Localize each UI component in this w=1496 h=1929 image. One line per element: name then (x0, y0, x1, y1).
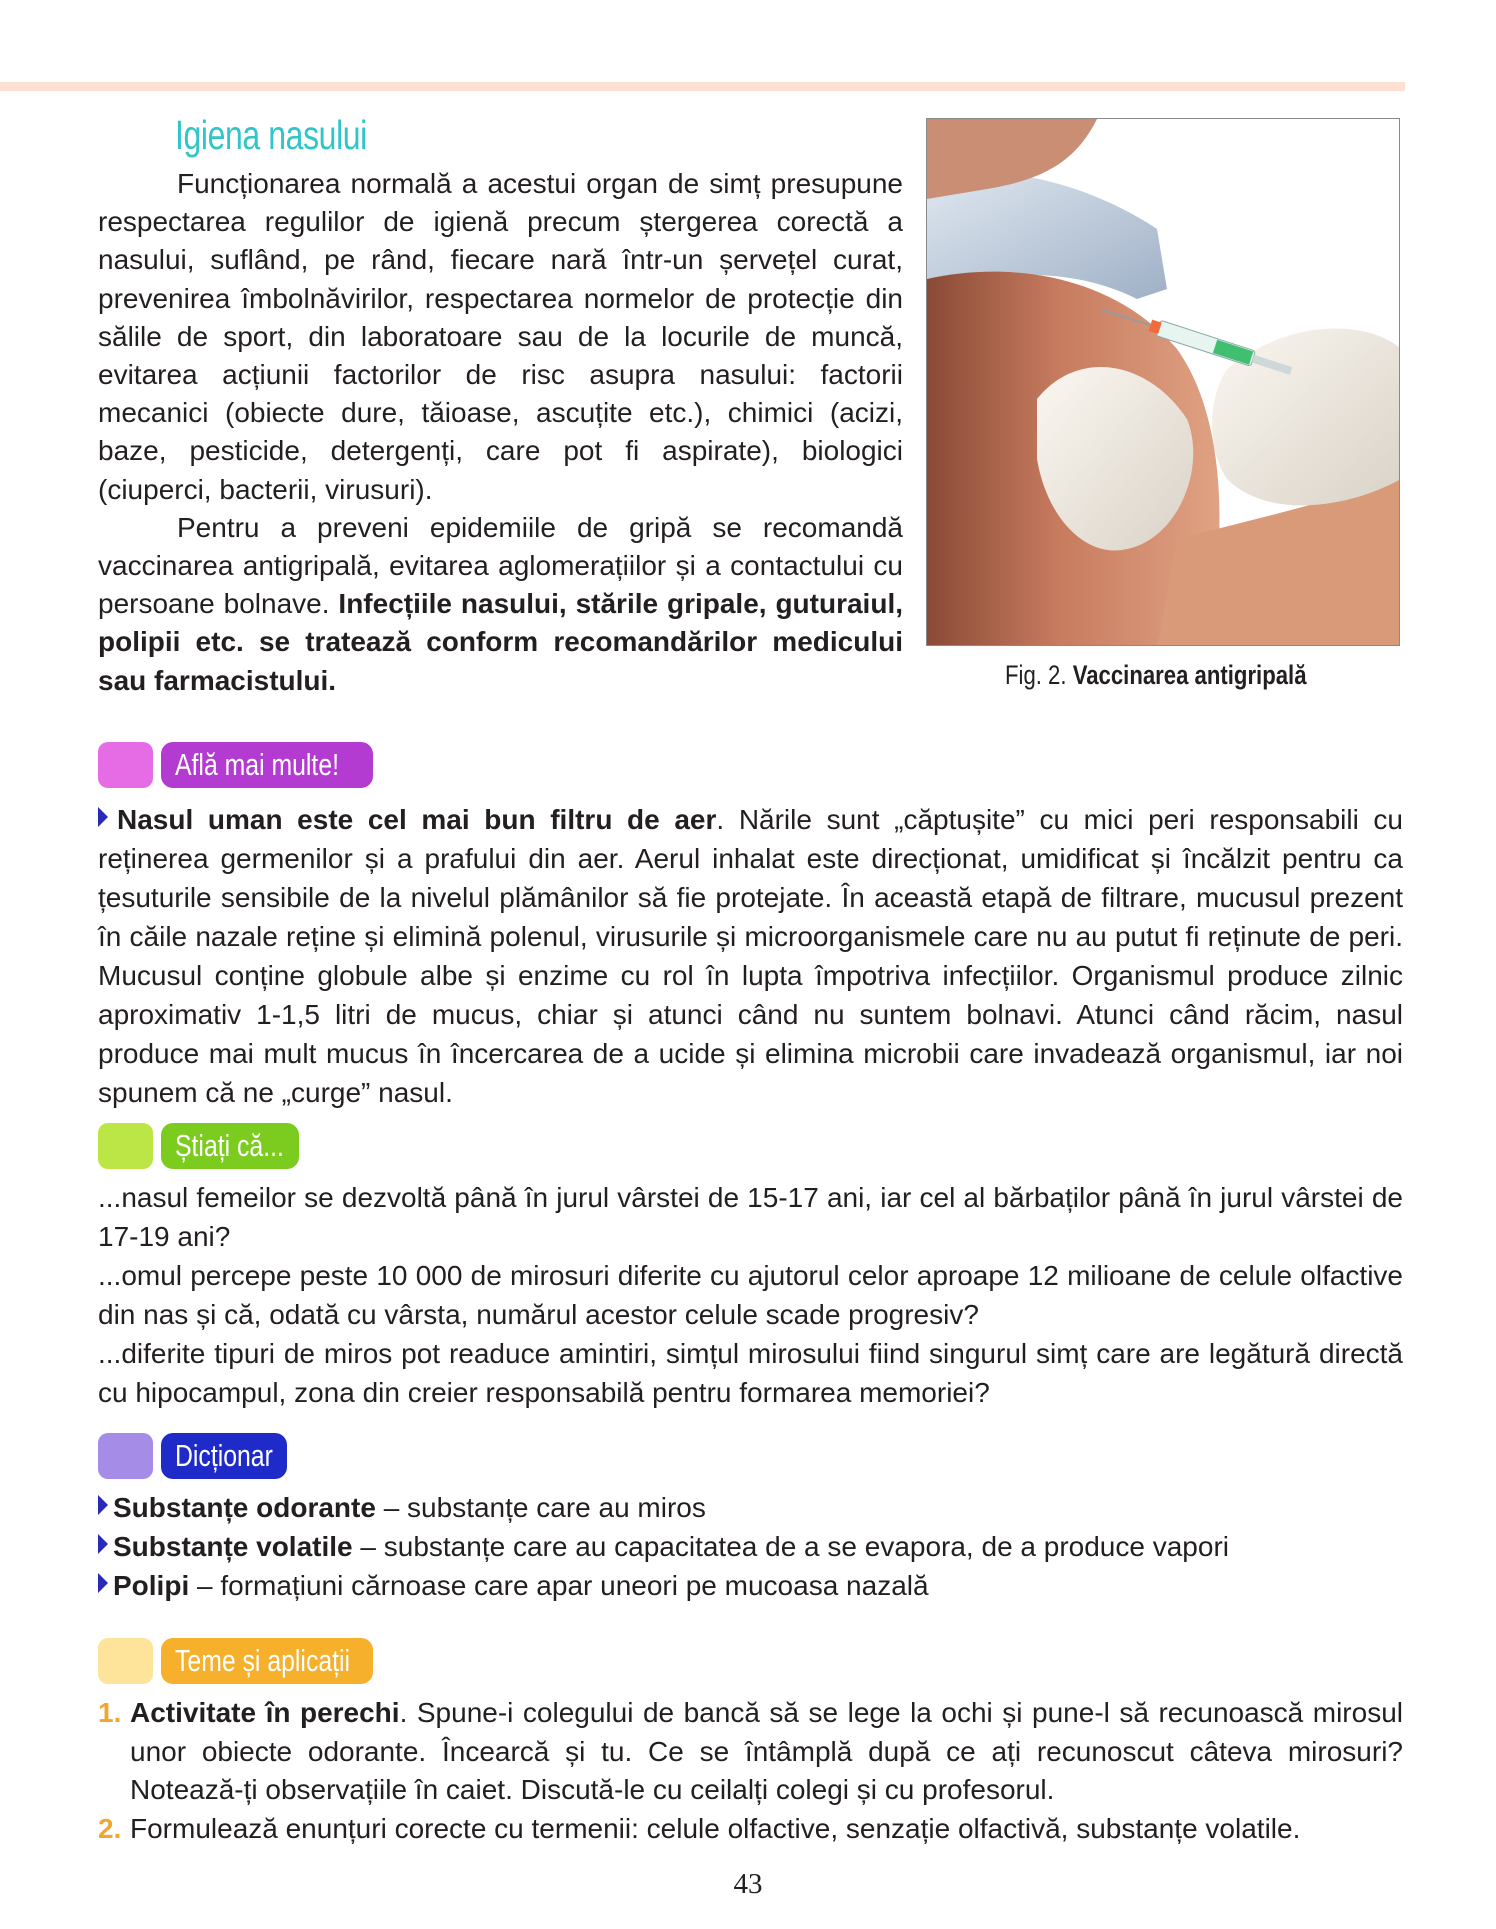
stiati-ca-item: ...nasul femeilor se dezvoltă până în jurul vârstei de 15-17 ani, iar cel al bărbaților până în jurul vârstei de 17-19 ani? (98, 1182, 1403, 1252)
afla-mai-multe-text (98, 800, 1403, 1112)
teme-aplicatii-label-text: Teme și aplicații (175, 1643, 351, 1678)
dictionar-definition: – formațiuni cărnoase care apar uneori pe mucoasa nazală (189, 1570, 929, 1601)
vaccination-illustration (927, 119, 1400, 646)
task-text: . Spune-i colegului de bancă să se lege la ochi și pune-l să recunoască mirosul unor obiecte odorante. Încearcă și tu. Ce se întâmplă după ce ați recunoscut câteva mirosuri? Notează-ți observațiile în caiet. Discută-le cu ceilalți colegi și cu profesorul. (130, 1697, 1403, 1805)
dictionar-entry (98, 1488, 1403, 1527)
task-text: Formulează enunțuri corecte cu termenii: celule olfactive, senzație olfactivă, substanțe volatile. (130, 1812, 1301, 1844)
dictionar-list (98, 1488, 1403, 1605)
bullet-icon (98, 807, 108, 827)
intro-paragraph-2-bold: Infecțiile nasului, stările gripale, guturaiul, polipii etc. se tratează conform recomandărilor medicului sau farmacistului. (98, 588, 904, 696)
task-bold: Activitate în perechi (130, 1697, 400, 1728)
dictionar-square (98, 1433, 153, 1479)
intro-paragraph-2-text: Pentru a preveni epidemiile de gripă se recomandă vaccinarea antigripală, evitarea aglomerațiilor și a contactului cu persoane bolnave. (98, 511, 903, 620)
afla-mai-multe-label-text: Află mai multe! (175, 747, 340, 782)
dictionar-definition: – substanțe care au miros (375, 1492, 706, 1523)
task-item (98, 1694, 1403, 1810)
task-number: 1. (98, 1697, 122, 1728)
stiati-ca-label (161, 1123, 299, 1169)
dictionar-label-text: Dicționar (175, 1438, 273, 1473)
stiati-ca-item: ...omul percepe peste 10 000 de mirosuri diferite cu ajutorul celor aproape 12 milioane de celule olfactive din nas și că, odată cu vârsta, numărul acestor celule scade progresiv? (98, 1260, 1403, 1330)
stiati-ca-item: ...diferite tipuri de miros pot readuce amintiri, simțul mirosului fiind singurul simț care are legătură directă cu hipocampul, zona din creier responsabilă pentru formarea memoriei? (98, 1338, 1403, 1408)
intro-paragraph-2 (98, 509, 903, 700)
dictionar-label (161, 1433, 287, 1479)
task-item (98, 1810, 1403, 1849)
dictionar-term: Polipi (113, 1570, 190, 1601)
bullet-icon (98, 1573, 108, 1593)
page-number: 43 (733, 1868, 763, 1900)
dictionar-term: Substanțe volatile (113, 1531, 353, 1562)
figure-caption (1005, 660, 1307, 691)
stiati-ca-text (98, 1178, 1403, 1412)
vaccination-photo (926, 118, 1400, 646)
afla-mai-multe-square (98, 742, 153, 788)
stiati-ca-label-text: Știați că... (175, 1128, 284, 1163)
stiati-ca-square (98, 1123, 153, 1169)
intro-text (98, 165, 903, 700)
teme-aplicatii-list (98, 1694, 1403, 1848)
bullet-icon (98, 1534, 108, 1554)
top-rule (0, 82, 1405, 91)
afla-mai-multe-bold: Nasul uman este cel mai bun filtru de aer (117, 804, 717, 835)
dictionar-definition: – substanțe care au capacitatea de a se evapora, de a produce vapori (352, 1531, 1229, 1562)
intro-paragraph-1: Funcționarea normală a acestui organ de simț presupune respectarea regulilor de igienă precum ștergerea corectă a nasului, suflând, pe rând, fiecare nară într-un șervețel curat, prevenirea îmbolnăvirilor, respectarea normelor de protecție din sălile de sport, din laboratoare sau de la locurile de muncă, evitarea acțiunii factorilor de risc asupra nasului: factorii mecanici (obiecte dure, tăioase, ascuțite etc.), chimici (acizi, baze, pesticide, detergenți, care pot fi aspirate), biologici (ciuperci, bacterii, virusuri). (98, 168, 903, 505)
section-title: Igiena nasului (175, 112, 367, 158)
teme-aplicatii-label (161, 1638, 373, 1684)
afla-mai-multe-body: . Nările sunt „căptușite” cu mici peri responsabili cu reținerea germenilor și a prafului din aer. Aerul inhalat este direcționat, umidificat și încălzit pentru ca țesuturile sensibile de la nivelul plămânilor să fie protejate. În această etapă de filtrare, mucusul prezent în căile nazale reține și elimină polenul, virusurile și microorganismele care nu au putut fi reținute de peri. Mucusul conține globule albe și enzime cu rol în lupta împotriva infecțiilor. Organismul produce zilnic aproximativ 1-1,5 litri de mucus, chiar și atunci când nu suntem bolnavi. Atunci când răcim, nasul produce mai mult mucus în încercarea de a ucide și elimina microbii care invadează organismul, iar noi spunem că ne „curge” nasul. (98, 804, 1403, 1108)
dictionar-entry (98, 1527, 1403, 1566)
afla-mai-multe-label (161, 742, 373, 788)
bullet-icon (98, 1495, 108, 1515)
dictionar-entry (98, 1566, 1403, 1605)
task-number: 2. (98, 1812, 122, 1844)
teme-aplicatii-square (98, 1638, 153, 1684)
figure-caption-prefix: Fig. 2. (1005, 660, 1067, 690)
dictionar-term: Substanțe odorante (113, 1492, 376, 1523)
afla-mai-multe-paragraph (98, 800, 1403, 1112)
figure-caption-title: Vaccinarea antigripală (1072, 660, 1307, 690)
